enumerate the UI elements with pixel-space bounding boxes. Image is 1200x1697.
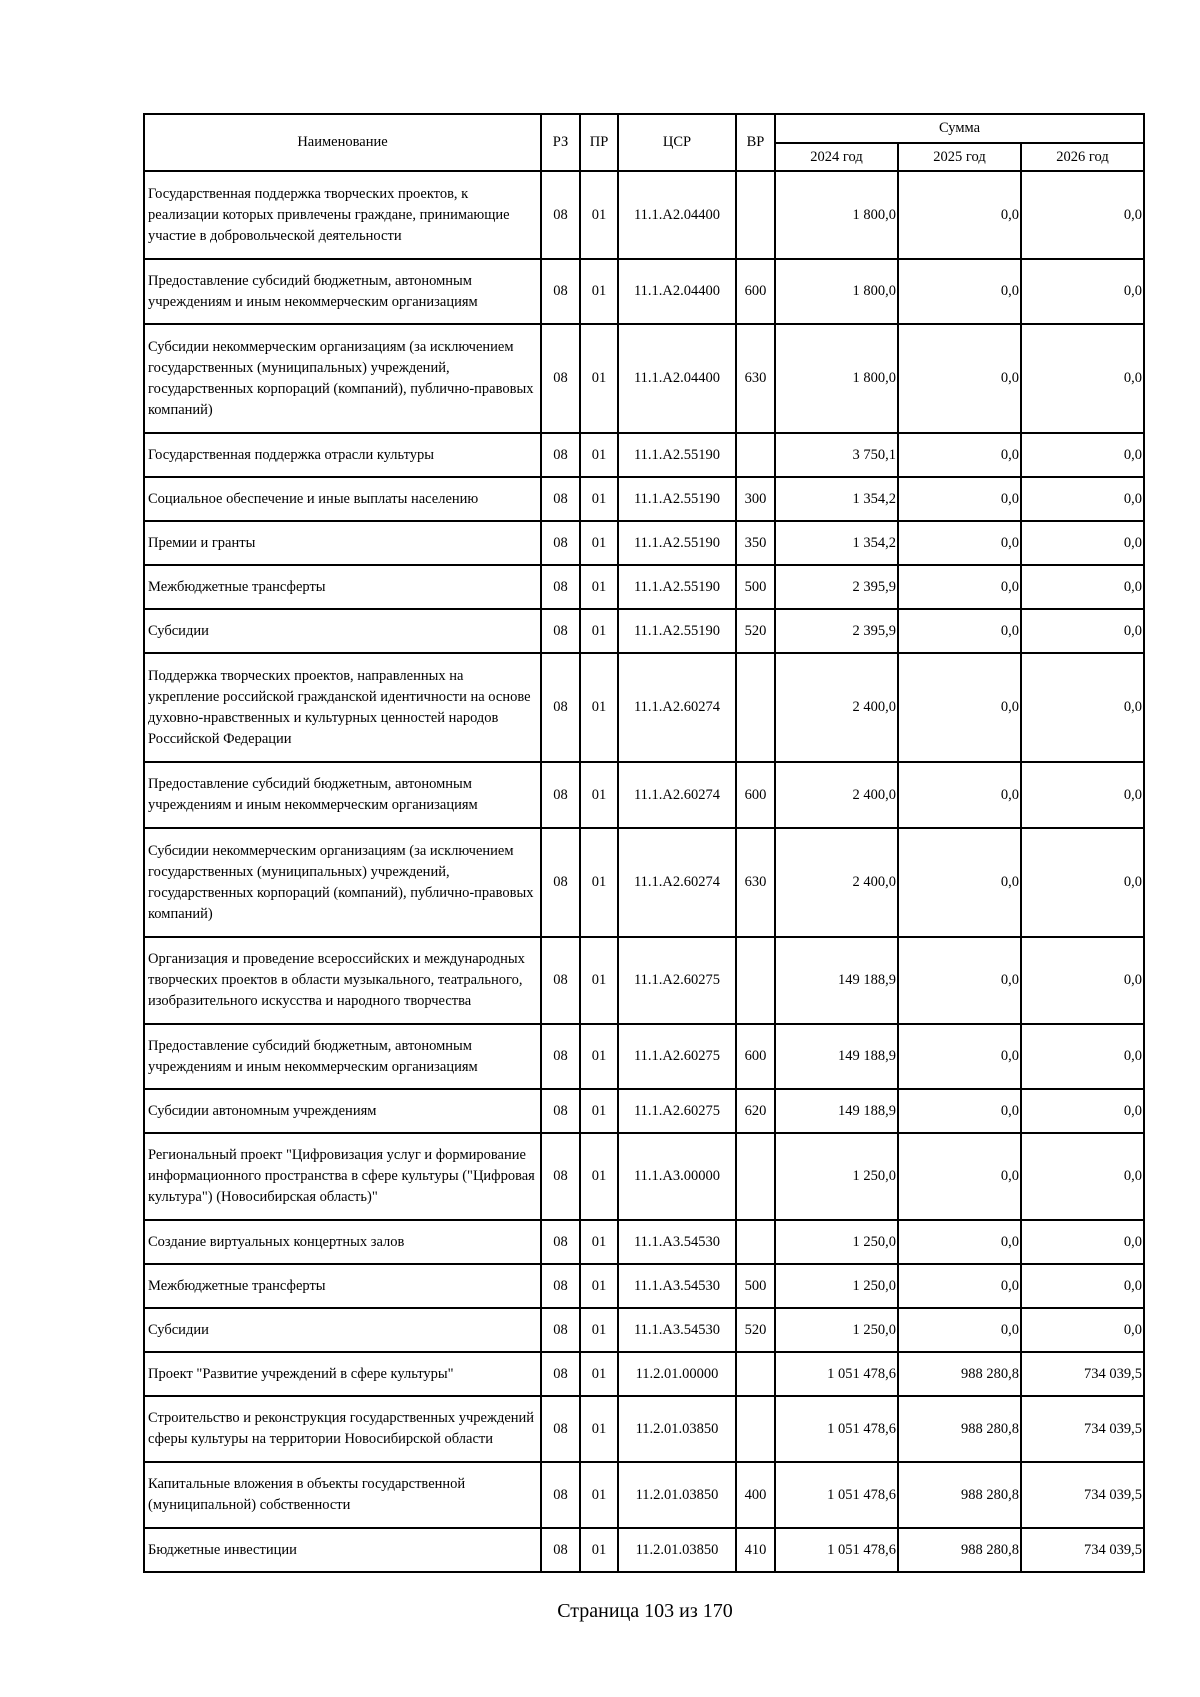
- row-rz: 08: [541, 1264, 580, 1308]
- row-sum-2026: 734 039,5: [1021, 1396, 1144, 1462]
- row-sum-2025: 0,0: [898, 565, 1021, 609]
- row-sum-2026: 0,0: [1021, 1308, 1144, 1352]
- row-vr: 410: [736, 1528, 775, 1572]
- row-name: Государственная поддержка отрасли культуры: [144, 433, 541, 477]
- row-csr: 11.1.А3.54530: [618, 1264, 736, 1308]
- row-sum-2024: 1 250,0: [775, 1308, 898, 1352]
- row-rz: 08: [541, 1133, 580, 1220]
- row-name: Предоставление субсидий бюджетным, автономным учреждениям и иным некоммерческим организациям: [144, 259, 541, 324]
- row-sum-2025: 0,0: [898, 937, 1021, 1024]
- row-vr: [736, 433, 775, 477]
- table-row: [144, 433, 1144, 477]
- row-name: Субсидии: [144, 609, 541, 653]
- row-sum-2024: 1 250,0: [775, 1264, 898, 1308]
- row-sum-2026: 0,0: [1021, 433, 1144, 477]
- table-row: [144, 609, 1144, 653]
- row-sum-2024: 1 250,0: [775, 1133, 898, 1220]
- row-sum-2026: 0,0: [1021, 324, 1144, 433]
- table-row: [144, 1264, 1144, 1308]
- row-rz: 08: [541, 324, 580, 433]
- row-name: Создание виртуальных концертных залов: [144, 1220, 541, 1264]
- row-sum-2025: 0,0: [898, 259, 1021, 324]
- row-pr: 01: [580, 259, 618, 324]
- row-csr: 11.1.А3.54530: [618, 1220, 736, 1264]
- row-csr: 11.1.А2.60275: [618, 1089, 736, 1133]
- row-pr: 01: [580, 1089, 618, 1133]
- row-rz: 08: [541, 653, 580, 762]
- row-rz: 08: [541, 1462, 580, 1528]
- table-row: [144, 653, 1144, 762]
- row-vr: [736, 1133, 775, 1220]
- row-sum-2026: 734 039,5: [1021, 1352, 1144, 1396]
- row-sum-2026: 0,0: [1021, 171, 1144, 259]
- row-csr: 11.1.А2.04400: [618, 259, 736, 324]
- row-sum-2026: 0,0: [1021, 828, 1144, 937]
- row-pr: 01: [580, 653, 618, 762]
- row-csr: 11.1.А2.60275: [618, 1024, 736, 1089]
- row-rz: 08: [541, 259, 580, 324]
- row-vr: 400: [736, 1462, 775, 1528]
- row-csr: 11.1.А2.04400: [618, 324, 736, 433]
- row-vr: [736, 653, 775, 762]
- row-name: Региональный проект "Цифровизация услуг и формирование информационного пространства в сфере культуры ("Цифровая культура") (Новосибирская область)": [144, 1133, 541, 1220]
- table-row: [144, 521, 1144, 565]
- row-vr: 630: [736, 828, 775, 937]
- row-sum-2025: 0,0: [898, 521, 1021, 565]
- row-sum-2025: 0,0: [898, 1308, 1021, 1352]
- row-csr: 11.2.01.03850: [618, 1462, 736, 1528]
- row-sum-2024: 1 250,0: [775, 1220, 898, 1264]
- row-sum-2025: 0,0: [898, 477, 1021, 521]
- row-pr: 01: [580, 521, 618, 565]
- row-sum-2025: 0,0: [898, 324, 1021, 433]
- row-rz: 08: [541, 1024, 580, 1089]
- row-vr: [736, 1396, 775, 1462]
- row-sum-2026: 0,0: [1021, 762, 1144, 828]
- row-sum-2024: 149 188,9: [775, 1089, 898, 1133]
- row-pr: 01: [580, 937, 618, 1024]
- row-sum-2024: 149 188,9: [775, 1024, 898, 1089]
- row-sum-2026: 0,0: [1021, 1089, 1144, 1133]
- row-pr: 01: [580, 1024, 618, 1089]
- row-pr: 01: [580, 762, 618, 828]
- row-pr: 01: [580, 1462, 618, 1528]
- table-row: [144, 1024, 1144, 1089]
- row-sum-2026: 0,0: [1021, 521, 1144, 565]
- table-row: [144, 1089, 1144, 1133]
- row-sum-2024: 1 354,2: [775, 521, 898, 565]
- row-pr: 01: [580, 171, 618, 259]
- row-rz: 08: [541, 521, 580, 565]
- row-csr: 11.1.А2.60274: [618, 653, 736, 762]
- row-sum-2025: 0,0: [898, 1089, 1021, 1133]
- row-sum-2025: 0,0: [898, 1220, 1021, 1264]
- row-rz: 08: [541, 937, 580, 1024]
- table-row: [144, 762, 1144, 828]
- row-pr: 01: [580, 1352, 618, 1396]
- row-name: Поддержка творческих проектов, направленных на укрепление российской гражданской идентичности на основе духовно-нравственных и культурных ценностей народов Российской Федерации: [144, 653, 541, 762]
- row-vr: 630: [736, 324, 775, 433]
- row-sum-2024: 2 400,0: [775, 653, 898, 762]
- row-rz: 08: [541, 1089, 580, 1133]
- row-pr: 01: [580, 1220, 618, 1264]
- row-sum-2026: 0,0: [1021, 609, 1144, 653]
- row-sum-2025: 988 280,8: [898, 1352, 1021, 1396]
- row-name: Субсидии: [144, 1308, 541, 1352]
- row-csr: 11.1.А2.60274: [618, 762, 736, 828]
- header-vr: ВР: [736, 114, 775, 171]
- row-vr: 600: [736, 762, 775, 828]
- row-name: Предоставление субсидий бюджетным, автономным учреждениям и иным некоммерческим организациям: [144, 1024, 541, 1089]
- row-sum-2026: 0,0: [1021, 477, 1144, 521]
- table-row: [144, 565, 1144, 609]
- row-pr: 01: [580, 565, 618, 609]
- row-pr: 01: [580, 1396, 618, 1462]
- row-sum-2025: 0,0: [898, 1264, 1021, 1308]
- table-row: [144, 1396, 1144, 1462]
- row-pr: 01: [580, 1308, 618, 1352]
- table-row: [144, 324, 1144, 433]
- row-sum-2026: 0,0: [1021, 653, 1144, 762]
- row-sum-2026: 0,0: [1021, 1024, 1144, 1089]
- row-vr: 500: [736, 565, 775, 609]
- row-rz: 08: [541, 1528, 580, 1572]
- header-name: Наименование: [144, 114, 541, 171]
- row-name: Проект "Развитие учреждений в сфере культуры": [144, 1352, 541, 1396]
- row-pr: 01: [580, 324, 618, 433]
- row-rz: 08: [541, 1308, 580, 1352]
- row-sum-2026: 734 039,5: [1021, 1528, 1144, 1572]
- row-sum-2025: 0,0: [898, 609, 1021, 653]
- row-rz: 08: [541, 828, 580, 937]
- row-csr: 11.1.А2.55190: [618, 609, 736, 653]
- table-row: [144, 937, 1144, 1024]
- row-csr: 11.1.А3.54530: [618, 1308, 736, 1352]
- row-sum-2025: 988 280,8: [898, 1528, 1021, 1572]
- table-row: [144, 1462, 1144, 1528]
- row-name: Межбюджетные трансферты: [144, 565, 541, 609]
- row-rz: 08: [541, 1352, 580, 1396]
- row-name: Государственная поддержка творческих проектов, к реализации которых привлечены граждане, принимающие участие в добровольческой деятельности: [144, 171, 541, 259]
- row-vr: 350: [736, 521, 775, 565]
- table-row: [144, 259, 1144, 324]
- row-sum-2024: 2 400,0: [775, 828, 898, 937]
- row-csr: 11.2.01.03850: [618, 1396, 736, 1462]
- row-sum-2024: 1 051 478,6: [775, 1528, 898, 1572]
- row-vr: 620: [736, 1089, 775, 1133]
- row-csr: 11.2.01.03850: [618, 1528, 736, 1572]
- row-vr: [736, 937, 775, 1024]
- row-rz: 08: [541, 609, 580, 653]
- row-vr: [736, 1220, 775, 1264]
- row-vr: 520: [736, 1308, 775, 1352]
- row-name: Организация и проведение всероссийских и международных творческих проектов в области музыкального, театрального, изобразительного искусства и народного творчества: [144, 937, 541, 1024]
- row-name: Премии и гранты: [144, 521, 541, 565]
- row-csr: 11.1.А2.55190: [618, 477, 736, 521]
- row-name: Субсидии некоммерческим организациям (за исключением государственных (муниципальных) учреждений, государственных корпораций (компаний), публично-правовых компаний): [144, 324, 541, 433]
- row-rz: 08: [541, 1396, 580, 1462]
- row-vr: 600: [736, 1024, 775, 1089]
- row-name: Социальное обеспечение и иные выплаты населению: [144, 477, 541, 521]
- page-number: Страница 103 из 170: [557, 1600, 733, 1622]
- row-sum-2025: 988 280,8: [898, 1396, 1021, 1462]
- row-sum-2026: 0,0: [1021, 1133, 1144, 1220]
- row-sum-2024: 3 750,1: [775, 433, 898, 477]
- row-sum-2024: 1 800,0: [775, 171, 898, 259]
- row-name: Межбюджетные трансферты: [144, 1264, 541, 1308]
- row-pr: 01: [580, 477, 618, 521]
- row-name: Бюджетные инвестиции: [144, 1528, 541, 1572]
- table-row: [144, 1220, 1144, 1264]
- row-rz: 08: [541, 565, 580, 609]
- row-sum-2024: 1 354,2: [775, 477, 898, 521]
- row-vr: [736, 1352, 775, 1396]
- row-sum-2025: 0,0: [898, 171, 1021, 259]
- row-csr: 11.1.А3.00000: [618, 1133, 736, 1220]
- row-sum-2024: 1 051 478,6: [775, 1462, 898, 1528]
- row-vr: 300: [736, 477, 775, 521]
- row-csr: 11.1.А2.55190: [618, 521, 736, 565]
- row-sum-2026: 0,0: [1021, 259, 1144, 324]
- row-rz: 08: [541, 762, 580, 828]
- row-rz: 08: [541, 433, 580, 477]
- row-rz: 08: [541, 477, 580, 521]
- row-vr: [736, 171, 775, 259]
- table-row: [144, 171, 1144, 259]
- row-csr: 11.1.А2.60274: [618, 828, 736, 937]
- row-csr: 11.1.А2.60275: [618, 937, 736, 1024]
- row-name: Капитальные вложения в объекты государственной (муниципальной) собственности: [144, 1462, 541, 1528]
- table-row: [144, 1308, 1144, 1352]
- row-sum-2024: 1 800,0: [775, 324, 898, 433]
- row-csr: 11.1.А2.55190: [618, 433, 736, 477]
- row-sum-2024: 1 051 478,6: [775, 1396, 898, 1462]
- header-year-2026: 2026 год: [1021, 143, 1144, 171]
- header-pr: ПР: [580, 114, 618, 171]
- row-sum-2024: 2 395,9: [775, 565, 898, 609]
- header-rz: РЗ: [541, 114, 580, 171]
- row-sum-2026: 0,0: [1021, 565, 1144, 609]
- row-pr: 01: [580, 1264, 618, 1308]
- row-pr: 01: [580, 433, 618, 477]
- row-sum-2025: 0,0: [898, 653, 1021, 762]
- budget-table: [143, 113, 1145, 1573]
- row-name: Строительство и реконструкция государственных учреждений сферы культуры на территории Новосибирской области: [144, 1396, 541, 1462]
- row-sum-2025: 0,0: [898, 828, 1021, 937]
- row-sum-2024: 2 400,0: [775, 762, 898, 828]
- row-pr: 01: [580, 828, 618, 937]
- row-sum-2025: 0,0: [898, 433, 1021, 477]
- row-sum-2025: 0,0: [898, 762, 1021, 828]
- row-sum-2025: 988 280,8: [898, 1462, 1021, 1528]
- row-sum-2024: 2 395,9: [775, 609, 898, 653]
- table-row: [144, 1133, 1144, 1220]
- row-rz: 08: [541, 1220, 580, 1264]
- row-rz: 08: [541, 171, 580, 259]
- table-row: [144, 828, 1144, 937]
- row-sum-2024: 1 051 478,6: [775, 1352, 898, 1396]
- row-sum-2025: 0,0: [898, 1133, 1021, 1220]
- table-header: [144, 114, 1144, 171]
- header-year-2024: 2024 год: [775, 143, 898, 171]
- row-vr: 600: [736, 259, 775, 324]
- header-csr: ЦСР: [618, 114, 736, 171]
- row-sum-2024: 1 800,0: [775, 259, 898, 324]
- row-pr: 01: [580, 1133, 618, 1220]
- row-csr: 11.1.А2.04400: [618, 171, 736, 259]
- header-year-2025: 2025 год: [898, 143, 1021, 171]
- row-sum-2026: 0,0: [1021, 1264, 1144, 1308]
- row-name: Предоставление субсидий бюджетным, автономным учреждениям и иным некоммерческим организациям: [144, 762, 541, 828]
- table-row: [144, 1528, 1144, 1572]
- table-row: [144, 1352, 1144, 1396]
- row-sum-2024: 149 188,9: [775, 937, 898, 1024]
- row-sum-2026: 0,0: [1021, 1220, 1144, 1264]
- row-vr: 520: [736, 609, 775, 653]
- row-sum-2025: 0,0: [898, 1024, 1021, 1089]
- row-csr: 11.2.01.00000: [618, 1352, 736, 1396]
- row-name: Субсидии автономным учреждениям: [144, 1089, 541, 1133]
- row-csr: 11.1.А2.55190: [618, 565, 736, 609]
- table-row: [144, 477, 1144, 521]
- row-sum-2026: 734 039,5: [1021, 1462, 1144, 1528]
- table-body: [144, 171, 1144, 1572]
- row-pr: 01: [580, 609, 618, 653]
- header-sum: Сумма: [775, 114, 1144, 143]
- row-pr: 01: [580, 1528, 618, 1572]
- row-vr: 500: [736, 1264, 775, 1308]
- row-name: Субсидии некоммерческим организациям (за исключением государственных (муниципальных) учреждений, государственных корпораций (компаний), публично-правовых компаний): [144, 828, 541, 937]
- row-sum-2026: 0,0: [1021, 937, 1144, 1024]
